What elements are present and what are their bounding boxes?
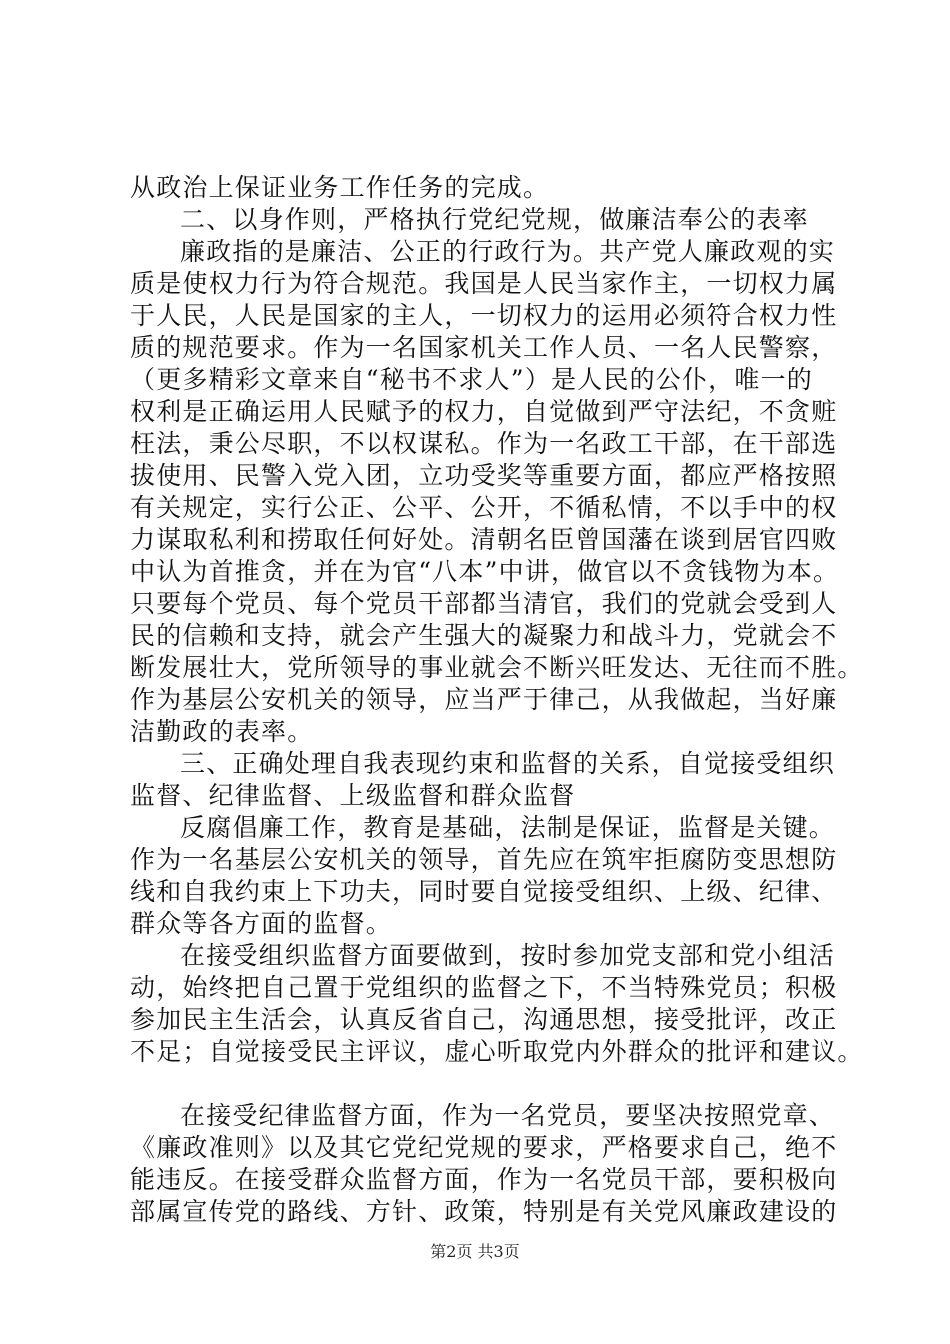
text-line: 参加民主生活会，认真反省自己，沟通思想，接受批评，改正 (130, 1005, 838, 1034)
paragraph-gap (130, 1068, 830, 1100)
text-line: 有关规定，实行公正、公平、公开，不循私情，不以手中的权 (130, 493, 838, 522)
paragraph-start: 在接受组织监督方面要做到，按时参加党支部和党小组活 (180, 941, 836, 970)
section-heading-three-cont: 监督、纪律监督、上级监督和群众监督 (130, 781, 576, 810)
text-line: 《廉政准则》以及其它党纪党规的要求，严格要求自己，绝不 (130, 1133, 838, 1162)
paragraph-start: 廉政指的是廉洁、公正的行政行为。共产党人廉政观的实 (180, 237, 836, 266)
text-line: 作为一名基层公安机关的领导，首先应在筑牢拒腐防变思想防 (130, 845, 838, 874)
text-line: 线和自我约束上下功夫，同时要自觉接受组织、上级、纪律、 (130, 877, 838, 906)
section-heading-three: 三、正确处理自我表现约束和监督的关系，自觉接受组织 (180, 749, 836, 778)
text-line: （更多精彩文章来自“秘书不求人”）是人民的公仆，唯一的 (130, 365, 813, 394)
page-footer: 第2页 共3页 (430, 1242, 520, 1261)
text-line: 作为基层公安机关的领导，应当严于律己，从我做起，当好廉 (130, 685, 838, 714)
text-line: 民的信赖和支持，就会产生强大的凝聚力和战斗力，党就会不 (130, 621, 838, 650)
text-line: 从政治上保证业务工作任务的完成。 (130, 173, 550, 202)
text-line: 质的规范要求。作为一名国家机关工作人员、一名人民警察， (130, 333, 838, 362)
text-line: 断发展壮大，党所领导的事业就会不断兴旺发达、无往而不胜。 (130, 653, 864, 682)
section-heading-two: 二、以身作则，严格执行党纪党规，做廉洁奉公的表率 (180, 205, 809, 234)
text-line: 洁勤政的表率。 (130, 717, 314, 746)
text-line: 只要每个党员、每个党员干部都当清官，我们的党就会受到人 (130, 589, 838, 618)
text-line: 于人民，人民是国家的主人，一切权力的运用必须符合权力性 (130, 301, 838, 330)
paragraph-start: 反腐倡廉工作，教育是基础，法制是保证，监督是关键。 (180, 813, 836, 842)
text-line: 不足；自觉接受民主评议，虚心听取党内外群众的批评和建议。 (130, 1037, 864, 1066)
paragraph-start: 在接受纪律监督方面，作为一名党员，要坚决按照党章、 (180, 1101, 836, 1130)
text-line: 拔使用、民警入党入团，立功受奖等重要方面，都应严格按照 (130, 461, 838, 490)
document-body (130, 172, 864, 1228)
text-line: 群众等各方面的监督。 (130, 909, 393, 938)
text-line: 权利是正确运用人民赋予的权力，自觉做到严守法纪，不贪赃 (130, 397, 838, 426)
text-line: 质是使权力行为符合规范。我国是人民当家作主，一切权力属 (130, 269, 838, 298)
text-line: 枉法，秉公尽职，不以权谋私。作为一名政工干部，在干部选 (130, 429, 838, 458)
text-line: 力谋取私利和捞取任何好处。清朝名臣曾国藩在谈到居官四败 (130, 525, 838, 554)
text-line: 中认为首推贪，并在为官“八本”中讲，做官以不贪钱物为本。 (130, 557, 840, 586)
text-line: 部属宣传党的路线、方针、政策，特别是有关党风廉政建设的 (130, 1197, 838, 1226)
text-line: 能违反。在接受群众监督方面，作为一名党员干部，要积极向 (130, 1165, 838, 1194)
text-line: 动，始终把自己置于党组织的监督之下，不当特殊党员；积极 (130, 973, 838, 1002)
